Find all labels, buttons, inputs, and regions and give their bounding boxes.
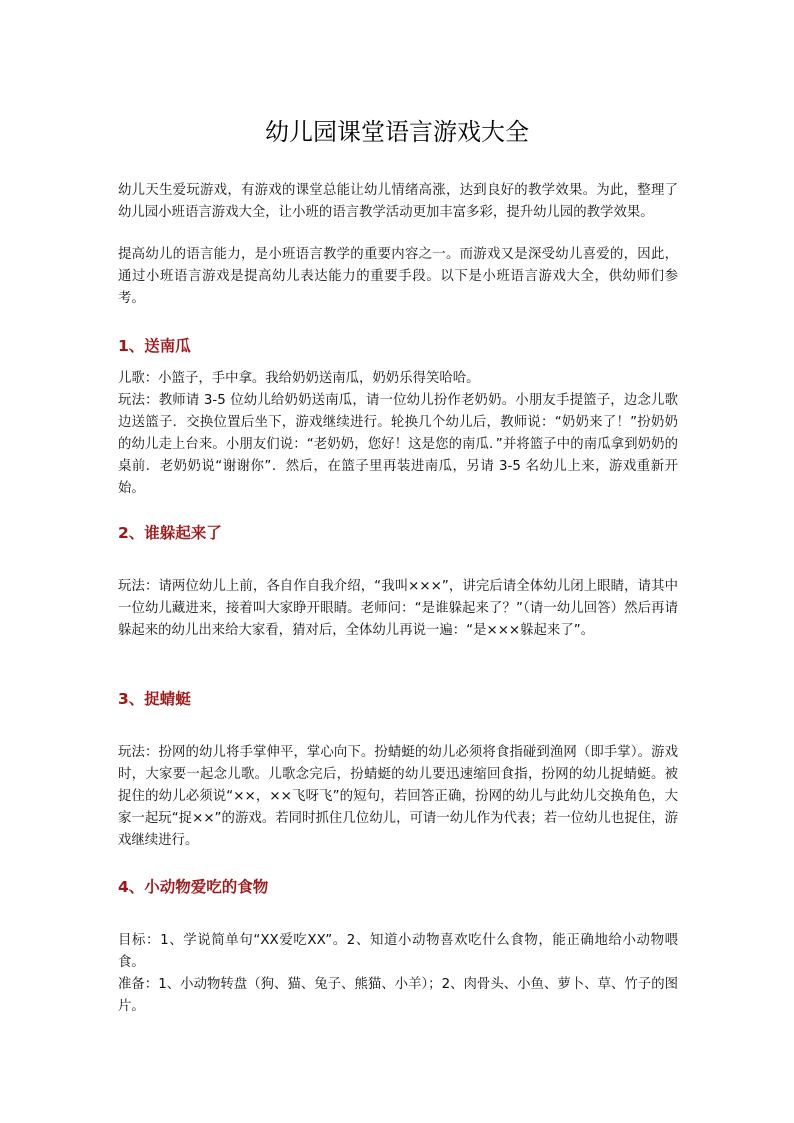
section-1-rhyme: 儿歌：小篮子，手中拿。我给奶奶送南瓜，奶奶乐得笑哈哈。: [118, 371, 480, 386]
section-heading-4: 4、小动物爱吃的食物: [118, 878, 269, 896]
section-2-rules: 玩法：请两位幼儿上前，各自作自我介绍，“我叫×××”，讲完后请全体幼儿闭上眼睛，请其中一位幼儿藏进来，接着叫大家睁开眼睛。老师问：“是谁躲起来了？”（请一幼儿回答）然后再请躲起来的幼儿出来给大家看，猜对后，全体幼儿再说一遍：“是×××躲起来了”。: [118, 579, 678, 638]
section-heading-1: 1、送南瓜: [118, 337, 191, 355]
section-4-goal: 目标：1、学说简单句“XX爱吃XX”。2、知道小动物喜欢吃什么食物，能正确地给小动物喂食。: [118, 933, 678, 970]
section-3-rules: 玩法：扮网的幼儿将手掌伸平，掌心向下。扮蜻蜓的幼儿必须将食指碰到渔网（即手掌）。游戏时，大家要一起念儿歌。儿歌念完后，扮蜻蜓的幼儿要迅速缩回食指，扮网的幼儿捉蜻蜓。被捉住的幼儿必须说“××，××飞呀飞”的短句，若回答正确，扮网的幼儿与此幼儿交换角色，大家一起玩“捉××”的游戏。若同时抓住几位幼儿，可请一幼儿作为代表；若一位幼儿也捉住，游戏继续进行。: [118, 745, 678, 848]
section-heading-2: 2、谁躲起来了: [118, 524, 222, 542]
section-1-rules: 玩法：教师请 3-5 位幼儿给奶奶送南瓜，请一位幼儿扮作老奶奶。小朋友手提篮子，边念儿歌边送篮子．交换位置后坐下，游戏继续进行。轮换几个幼儿后，教师说：“奶奶来了！”扮奶奶的幼儿走上台来。小朋友们说：“老奶奶，您好！这是您的南瓜．”并将篮子中的南瓜拿到奶奶的桌前．老奶奶说“谢谢你”．然后，在篮子里再装进南瓜，另请 3-5 名幼儿上来，游戏重新开始。: [118, 393, 678, 496]
section-4-preparation: 准备：1、小动物转盘（狗、猫、兔子、熊猫、小羊）；2、肉骨头、小鱼、萝卜、草、竹子的图片。: [118, 977, 678, 1014]
document-title: 幼儿园课堂语言游戏大全: [265, 118, 529, 146]
section-heading-3: 3、捉蜻蜓: [118, 690, 191, 708]
intro-paragraph-1: 幼儿天生爱玩游戏，有游戏的课堂总能让幼儿情绪高涨，达到良好的教学效果。为此，整理了幼儿园小班语言游戏大全，让小班的语言教学活动更加丰富多彩，提升幼儿园的教学效果。: [118, 183, 678, 220]
intro-paragraph-2: 提高幼儿的语言能力，是小班语言教学的重要内容之一。而游戏又是深受幼儿喜爱的，因此，通过小班语言游戏是提高幼儿表达能力的重要手段。以下是小班语言游戏大全，供幼师们参考。: [118, 247, 678, 306]
